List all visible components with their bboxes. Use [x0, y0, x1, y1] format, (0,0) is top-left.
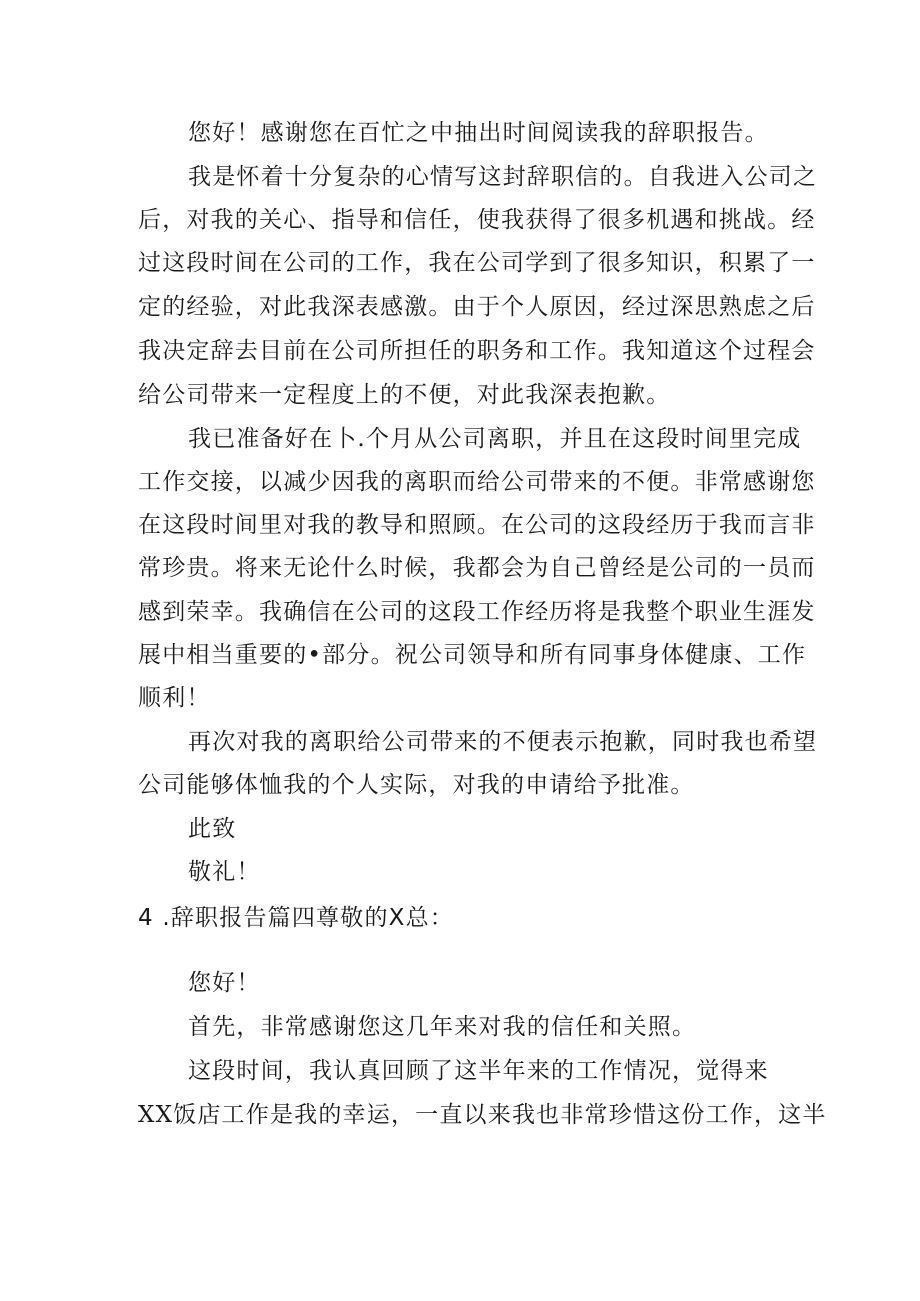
closing-regards: 敬礼！ — [188, 859, 261, 885]
paragraph-line: 公司能够体恤我的个人实际，对我的申请给予批准。 — [138, 772, 695, 798]
paragraph-line: 感到荣幸。我确信在公司的这段工作经历将是我整个职业生涯发 — [138, 599, 816, 625]
letter-greeting: 您好！ — [188, 970, 261, 996]
paragraph-line: 定的经验，对此我深表感激。由于个人原因，经过深思熟虑之后 — [138, 294, 816, 320]
paragraph-line: 这段时间，我认真回顾了这半年来的工作情况，觉得来 — [188, 1058, 769, 1084]
paragraph-line: 我决定辞去目前在公司所担任的职务和工作。我知道这个过程会 — [138, 338, 816, 364]
paragraph-line: 后，对我的关心、指导和信任，使我获得了很多机遇和挑战。经 — [138, 207, 816, 233]
paragraph-line: 再次对我的离职给公司带来的不便表示抱歉，同时我也希望 — [188, 729, 818, 755]
closing-salutation: 此致 — [188, 816, 237, 842]
paragraph-line: 给公司带来一定程度上的不便，对此我深表抱歉。 — [138, 382, 671, 408]
paragraph-line: 过这段时间在公司的工作，我在公司学到了很多知识，积累了一 — [138, 250, 816, 276]
paragraph-line: 我是怀着十分复杂的心情写这封辞职信的。自我进入公司之 — [188, 164, 818, 190]
letter-greeting: 您好！感谢您在百忙之中抽出时间阅读我的辞职报告。 — [188, 120, 769, 146]
paragraph-line: 在这段时间里对我的教导和照顾。在公司的这段经历于我而言非 — [138, 512, 816, 538]
paragraph-line: XX饭店工作是我的幸运，一直以来我也非常珍惜这份工作，这半 — [138, 1102, 827, 1128]
paragraph-line: 首先，非常感谢您这几年来对我的信任和关照。 — [188, 1014, 697, 1040]
paragraph-line: 我已准备好在卜.个月从公司离职，并且在这段时间里完成 — [188, 426, 802, 452]
section-heading: 4 .辞职报告篇四尊敬的X总： — [138, 905, 455, 931]
paragraph-line: 顺利！ — [138, 685, 211, 711]
paragraph-line: 工作交接，以减少因我的离职而给公司带来的不便。非常感谢您 — [138, 469, 816, 495]
paragraph-line: 展中相当重要的•部分。祝公司领导和所有同事身体健康、工作 — [138, 642, 807, 668]
paragraph-line: 常珍贵。将来无论什么时候，我都会为自己曾经是公司的一员而 — [138, 555, 816, 581]
